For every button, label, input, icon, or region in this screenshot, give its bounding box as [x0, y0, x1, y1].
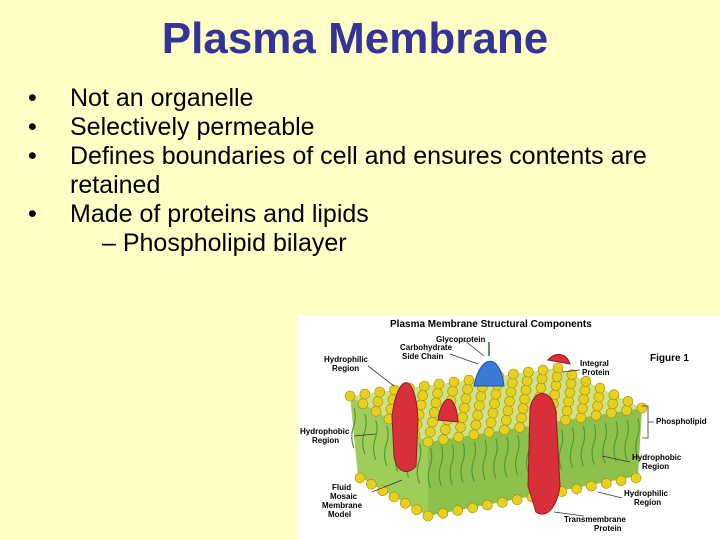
- lipid-head: [490, 399, 500, 409]
- lipid-head: [576, 413, 586, 423]
- lipid-head: [551, 381, 561, 391]
- bullet-item: [26, 142, 706, 200]
- bullet-item: [26, 84, 706, 113]
- lipid-head: [360, 389, 370, 399]
- lipid-head: [579, 394, 589, 404]
- lipid-head: [523, 367, 533, 377]
- lipid-head: [469, 430, 479, 440]
- lipid-head: [505, 396, 515, 406]
- lipid-head: [486, 418, 496, 428]
- lipid-head: [482, 500, 492, 510]
- bullet-dot: •: [28, 200, 37, 228]
- bullet-text: Defines boundaries of cell and ensures contents are retained: [70, 142, 647, 199]
- lipid-head: [601, 478, 611, 488]
- label-hydrophobic-left: Hydrophobic: [300, 427, 350, 436]
- bullet-list: [26, 84, 706, 258]
- bullet-text: Selectively permeable: [70, 113, 315, 141]
- lipid-head: [507, 378, 517, 388]
- lipid-head: [512, 495, 522, 505]
- lipid-head: [577, 403, 587, 413]
- bullet-text: Made of proteins and lipids: [70, 200, 369, 228]
- lipid-head: [389, 492, 399, 502]
- lipid-head: [637, 403, 647, 413]
- lipid-head: [562, 406, 572, 416]
- integral-protein-left: [392, 383, 418, 472]
- bullet-text: Not an organelle: [70, 84, 254, 112]
- lipid-head: [581, 376, 591, 386]
- lipid-head: [458, 413, 468, 423]
- lipid-head: [594, 392, 604, 402]
- leader-hydrophilic-top: [368, 366, 394, 386]
- lipid-head: [429, 407, 439, 417]
- lipid-head: [550, 390, 560, 400]
- label-carbohydrate: Carbohydrate: [400, 343, 453, 352]
- label-protein: Protein: [582, 368, 610, 377]
- lipid-head: [538, 365, 548, 375]
- lipid-head: [373, 397, 383, 407]
- lipid-head: [358, 399, 368, 409]
- lipid-head: [499, 425, 509, 435]
- lipid-head: [537, 374, 547, 384]
- lipid-head: [433, 388, 443, 398]
- lipid-head: [412, 505, 422, 515]
- lipid-head: [586, 481, 596, 491]
- lipid-head: [609, 390, 619, 400]
- lipid-head: [484, 427, 494, 437]
- lipid-head: [593, 401, 603, 411]
- lipid-head: [474, 401, 484, 411]
- label-transmembrane: Transmembrane: [564, 515, 626, 524]
- lipid-head: [606, 408, 616, 418]
- lipid-head: [572, 484, 582, 494]
- label-hydrophilic-top: Hydrophilic: [324, 355, 369, 364]
- lipid-head: [456, 422, 466, 432]
- lipid-head: [591, 410, 601, 420]
- lipid-head: [517, 413, 527, 423]
- lipid-head: [371, 406, 381, 416]
- lipid-head: [503, 406, 513, 416]
- bullet-dot: •: [28, 84, 37, 112]
- label-region-bottom: Region: [634, 498, 662, 507]
- lipid-head: [471, 420, 481, 430]
- lipid-head: [425, 427, 435, 437]
- lipid-head: [561, 415, 571, 425]
- integral-protein-right: [548, 354, 570, 364]
- lipid-head: [491, 389, 501, 399]
- label-phospholipid: Phospholipid: [656, 417, 707, 426]
- label-transmembrane-protein: Protein: [594, 524, 622, 533]
- label-mosaic: Mosaic: [330, 492, 358, 501]
- lipid-head: [355, 473, 365, 483]
- lipid-head: [506, 387, 516, 397]
- figure-number: Figure 1: [650, 353, 689, 364]
- bullet-item: [26, 113, 706, 142]
- lipid-head: [565, 387, 575, 397]
- lipid-head: [595, 383, 605, 393]
- lipid-head: [622, 405, 632, 415]
- lipid-head: [464, 375, 474, 385]
- lipid-head: [497, 497, 507, 507]
- lipid-head: [423, 437, 433, 447]
- membrane-diagram: [298, 316, 720, 540]
- lipid-head: [427, 417, 437, 427]
- lipid-head: [375, 387, 385, 397]
- lipid-head: [366, 479, 376, 489]
- label-region-top: Region: [332, 364, 360, 373]
- lipid-head: [449, 377, 459, 387]
- lipid-head: [468, 503, 478, 513]
- bullet-dot: •: [28, 142, 37, 170]
- lipid-head: [631, 473, 641, 483]
- label-hydrophobic-right: Hydrophobic: [632, 453, 682, 462]
- lipid-head: [473, 410, 483, 420]
- membrane-figure: [298, 316, 720, 540]
- lipid-head: [461, 394, 471, 404]
- label-model: Model: [328, 510, 352, 519]
- lipid-head: [553, 363, 563, 373]
- lipid-head: [440, 425, 450, 435]
- lipid-head: [476, 391, 486, 401]
- lipid-head: [508, 369, 518, 379]
- lipid-head: [438, 508, 448, 518]
- label-hydrophilic-bottom: Hydrophilic: [624, 489, 669, 498]
- lipid-head: [423, 511, 433, 521]
- lipid-head: [463, 384, 473, 394]
- lipid-head: [438, 435, 448, 445]
- lipid-head: [521, 385, 531, 395]
- lipid-head: [616, 476, 626, 486]
- label-region-left: Region: [312, 436, 340, 445]
- label-region-right: Region: [642, 462, 670, 471]
- lipid-head: [488, 408, 498, 418]
- lipid-head: [434, 379, 444, 389]
- lipid-head: [522, 376, 532, 386]
- lipid-head: [564, 397, 574, 407]
- lipid-head: [501, 415, 511, 425]
- lipid-head: [623, 396, 633, 406]
- bullet-dot: •: [28, 113, 37, 141]
- lipid-head: [419, 381, 429, 391]
- transmembrane-protein-shape: [528, 393, 560, 514]
- leader-hydrophilic-bottom: [598, 492, 622, 498]
- label-fluid: Fluid: [332, 483, 352, 492]
- lipid-head: [378, 486, 388, 496]
- lipid-head: [454, 432, 464, 442]
- sub-bullet: – Phospholipid bilayer: [102, 229, 347, 257]
- glycoprotein-shape: [474, 361, 504, 386]
- lipid-head: [520, 394, 530, 404]
- lipid-head: [536, 383, 546, 393]
- label-side-chain: Side Chain: [402, 352, 444, 361]
- lipid-head: [459, 403, 469, 413]
- lipid-head: [580, 385, 590, 395]
- lipid-head: [431, 398, 441, 408]
- label-membrane: Membrane: [322, 501, 363, 510]
- label-glycoprotein: Glycoprotein: [436, 335, 486, 344]
- label-integral: Integral: [580, 359, 609, 368]
- leader-carbohydrate: [450, 354, 478, 364]
- bullet-item: [26, 200, 706, 229]
- lipid-head: [515, 422, 525, 432]
- lipid-head: [566, 379, 576, 389]
- figure-title: Plasma Membrane Structural Components: [390, 319, 592, 330]
- lipid-head: [400, 498, 410, 508]
- lipid-head: [608, 399, 618, 409]
- lipid-head: [418, 390, 428, 400]
- lipid-head: [453, 506, 463, 516]
- lipid-head: [518, 403, 528, 413]
- lipid-head: [448, 386, 458, 396]
- lipid-head: [345, 391, 355, 401]
- slide-title: Plasma Membrane: [161, 14, 549, 63]
